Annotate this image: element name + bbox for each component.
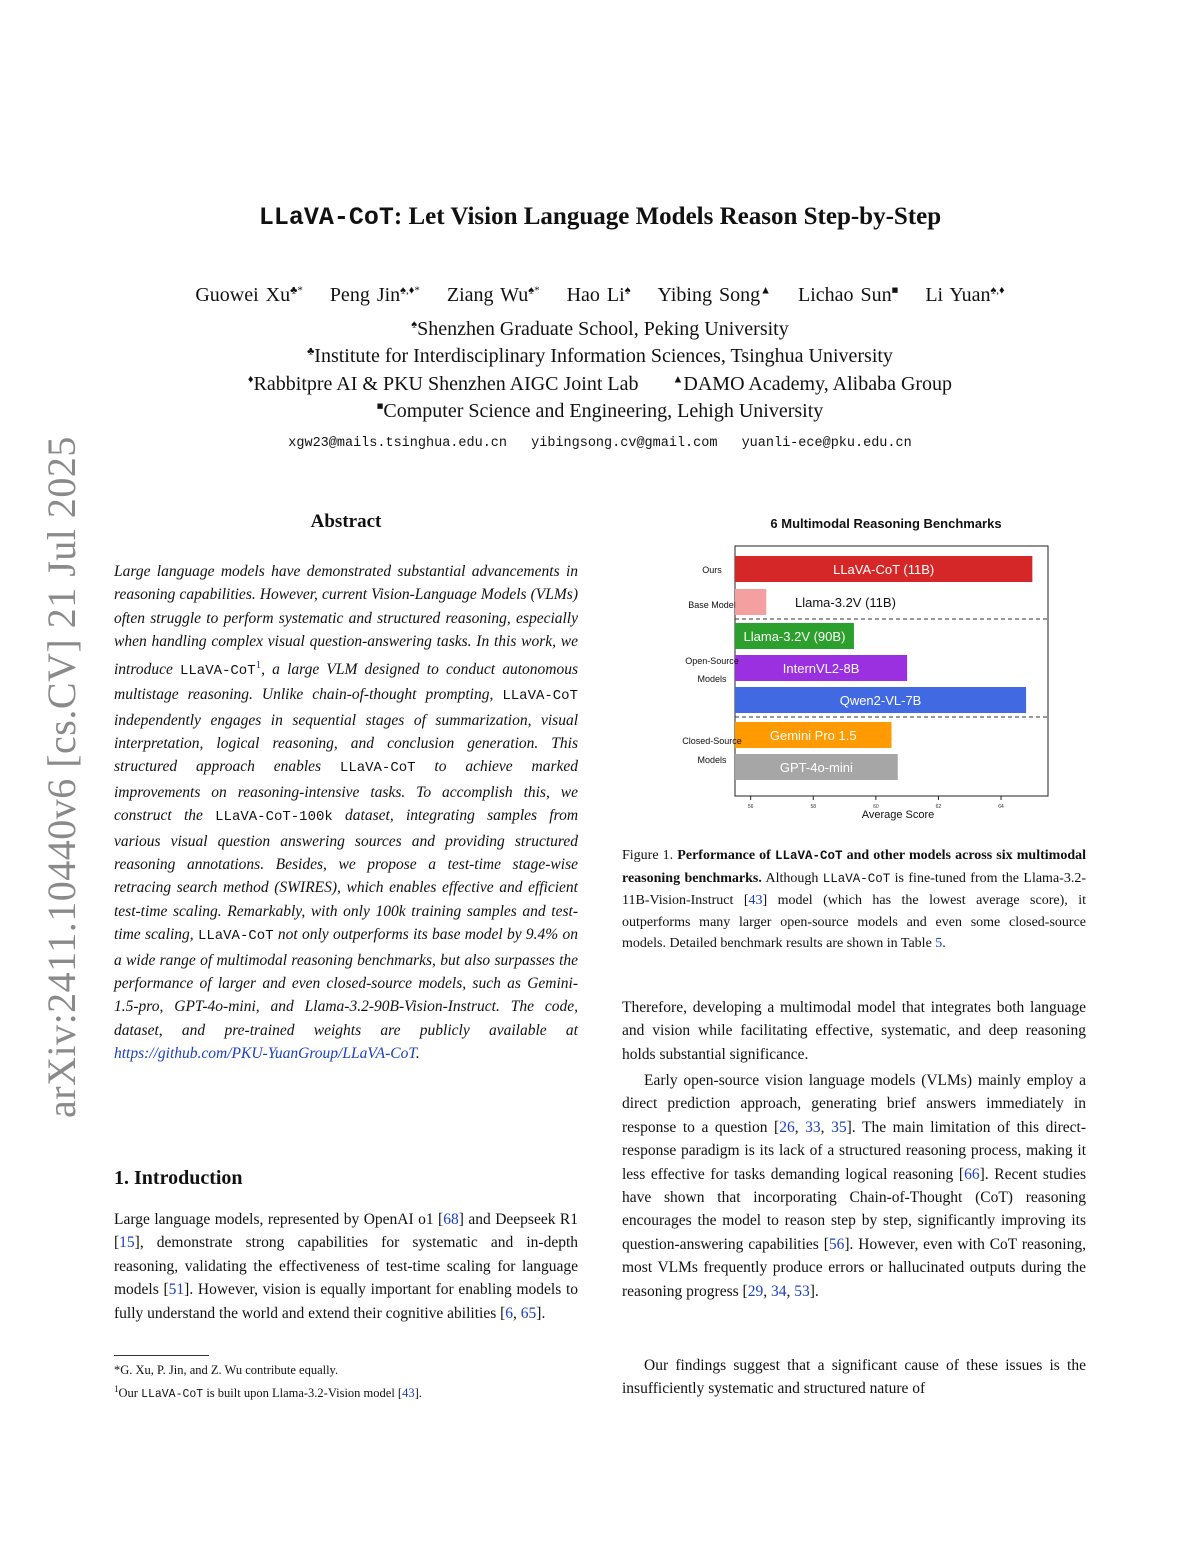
x-tick-label: 62 (935, 804, 942, 810)
chart-title: 6 Multimodal Reasoning Benchmarks (770, 516, 1002, 531)
affiliation-mark: ■ (376, 400, 384, 413)
model-name: LLaVA-CoT (339, 760, 416, 777)
body-paragraph (622, 1069, 1086, 1303)
abstract-text: dataset, integrating samples from various visual question answering sources and providing structured reasoning annotations. Besides, we propose a test-time stage-wise retracing search method (SWIRES), which enables effective and efficient test-time scaling. Remarkably, with only 100k training samples and test-time scaling, (114, 807, 579, 944)
caption-text: and other models across six multimodal reasoning benchmarks. (622, 848, 1086, 886)
dataset-name: LLaVA-CoT-100k (215, 809, 333, 826)
caption-text: is fine-tuned from the Llama-3.2-11B-Vision-Instruct [ (622, 870, 1086, 908)
intro-text: ]. However, vision is equally important for enabling models to fully understand the world and extend their cognitive abilities [ (114, 1281, 579, 1322)
caption-text: . (942, 936, 946, 951)
author-mark: ♠,♦* (400, 284, 420, 297)
author-mark: ♠* (528, 284, 540, 297)
group-label: Closed-Source (682, 736, 742, 746)
author (447, 284, 540, 306)
affiliation-line (0, 373, 1200, 396)
author (798, 284, 898, 306)
body-paragraph: Therefore, developing a multimodal model that integrates both language and vision while facilitating effective, systematic, and deep reasoning holds substantial significance. (622, 999, 1086, 1063)
citation-link[interactable]: 53 (794, 1282, 810, 1300)
author-name: Lichao Sun (798, 284, 892, 306)
author (567, 284, 631, 306)
citation-link[interactable]: 6 (505, 1304, 514, 1322)
bar-label: Llama-3.2V (90B) (743, 629, 846, 644)
intro-text: , (513, 1304, 521, 1322)
model-name: LLaVA-CoT (180, 662, 256, 679)
author-name: Guowei Xu (195, 284, 291, 306)
citation-link[interactable]: 56 (828, 1235, 845, 1253)
author-mark: ♣* (290, 284, 303, 297)
citation-link[interactable]: 29 (747, 1282, 764, 1300)
author-list (0, 284, 1200, 307)
author (330, 284, 420, 306)
paper-title (0, 203, 1200, 232)
citation-link[interactable]: 65 (520, 1304, 537, 1322)
citation-link[interactable]: 33 (805, 1118, 821, 1136)
body-text: ]. (809, 1282, 819, 1300)
bar-label: Llama-3.2V (11B) (795, 595, 896, 610)
body-text: , (786, 1282, 795, 1300)
author-mark: ■ (891, 284, 899, 297)
author-mark: ♠ (624, 284, 631, 297)
body-paragraph: Our findings suggest that a significant cause of these issues is the insufficiently systematic and structured nature of (622, 1357, 1086, 1398)
footnote-ref[interactable]: 1 (255, 658, 262, 671)
bar-label: InternVL2-8B (782, 661, 860, 676)
body-text: , (763, 1282, 771, 1300)
author-name: Hao Li (566, 284, 625, 306)
affiliation-text: Computer Science and Engineering, Lehigh University (383, 400, 824, 422)
model-name: LLaVA-CoT (774, 849, 843, 863)
abstract-text: , a large VLM designed to conduct autonomous multistage reasoning. Unlike chain-of-thought prompting, (114, 660, 578, 704)
group-label: Ours (702, 565, 722, 575)
model-name: LLaVA-CoT (822, 871, 891, 886)
intro-text: ], demonstrate strong capabilities for systematic and in-depth reasoning, validating the effectiveness of test-time scaling for language models [ (114, 1234, 578, 1299)
body-text: ]. However, even with CoT reasoning, most VLMs frequently produce errors or hallucinated outputs during the reasoning progress [ (622, 1235, 1086, 1300)
benchmark-bar-chart (640, 510, 1060, 828)
abstract-text: not only outperforms its base model by 9.4% on a wide range of multimodal reasoning benchmarks, but also surpasses the performance of larger and even closed-source models, such as Gemini-1.5-pro, GPT-4o-mini, and Llama-3.2-90B-Vision-Instruct. The code, dataset, and pre-trained weights are publicly available at (114, 926, 578, 1039)
arxiv-identifier: arXiv:2411.10440v6 [cs.CV] 21 Jul 2025 (39, 436, 84, 1118)
footnote-text: is built upon Llama-3.2-Vision model [ (203, 1386, 403, 1401)
affiliation-mark: ♣ (307, 345, 315, 358)
citation-link[interactable]: 26 (779, 1118, 795, 1136)
author-mark: ▲ (760, 284, 771, 297)
author-name: Yibing Song (657, 284, 761, 306)
citation-link[interactable]: 66 (964, 1165, 980, 1183)
title-text: : Let Vision Language Models Reason Step-by-Step (393, 203, 942, 230)
author-name: Peng Jin (329, 284, 401, 306)
bar-label: Qwen2-VL-7B (839, 693, 922, 708)
abstract-text: independently engages in sequential stages of summarization, visual interpretation, logical reasoning, and conclusion generation. This structured approach enables (114, 711, 578, 776)
abstract-text: to achieve marked improvements on reasoning-intensive tasks. To accomplish this, we construct the (114, 758, 578, 825)
citation-link[interactable]: 34 (770, 1282, 787, 1300)
intro-text: Large language models, represented by OpenAI o1 [ (114, 1211, 444, 1228)
table-ref-link[interactable]: 5 (935, 936, 943, 951)
group-label: Base Model (688, 600, 736, 610)
affiliation-text: Institute for Interdisciplinary Information Sciences, Tsinghua University (314, 345, 893, 367)
footnote-divider (114, 1355, 209, 1356)
figure-label: Figure 1. (622, 848, 678, 863)
abstract-heading: Abstract (310, 511, 382, 532)
citation-link[interactable]: 51 (168, 1281, 185, 1299)
author (658, 284, 771, 306)
email-link[interactable]: yuanli-ece@pku.edu.cn (741, 436, 912, 451)
x-tick-label: 60 (873, 804, 879, 810)
bar-label: LLaVA-CoT (11B) (833, 562, 935, 577)
chart-bar (735, 589, 766, 615)
abstract-text: Large language models have demonstrated substantial advancements in reasoning capabilities. However, current Vision-Language Models (VLMs) often struggle to perform systematic and structured reasoning, especially when handling complex visual question-answering tasks. In this work, we introduce (114, 563, 578, 678)
affiliation-text: Shenzhen Graduate School, Peking University (417, 318, 789, 340)
section-heading-introduction: 1. Introduction (114, 1167, 243, 1189)
bar-label: Gemini Pro 1.5 (769, 728, 857, 743)
caption-text: Although (761, 870, 823, 886)
email-list (0, 436, 1200, 451)
group-label: Models (697, 755, 727, 765)
footnote-base-model (114, 1381, 578, 1403)
affiliation-text: Rabbitpre AI & PKU Shenzhen AIGC Joint Lab (253, 373, 639, 395)
intro-paragraph (114, 1208, 578, 1325)
author-mark: ♠,♦ (990, 284, 1005, 297)
citation-link[interactable]: 15 (119, 1234, 135, 1252)
affiliation (0, 400, 1200, 423)
author-name: Ziang Wu (446, 284, 529, 306)
affiliation-mark: ♦ (247, 373, 254, 386)
footnote-mark: 1 (114, 1384, 119, 1394)
affiliation-mark: ▲ (672, 373, 684, 386)
author (195, 284, 302, 306)
intro-text: ] and Deepseek R1 [ (114, 1211, 579, 1252)
abstract-text: . (415, 1045, 420, 1063)
affiliation-text: DAMO Academy, Alibaba Group (683, 373, 953, 395)
x-tick-label: 58 (810, 804, 817, 810)
figure-caption (622, 845, 1086, 955)
caption-text: ] model (which has the lowest average score), it outperforms many larger open-source models and even some closed-source models. Detailed benchmark results are shown in Table (622, 893, 1086, 951)
github-link[interactable]: https://github.com/PKU-YuanGroup/LLaVA-CoT (114, 1045, 416, 1063)
bar-label: GPT-4o-mini (779, 760, 853, 775)
affiliation (0, 345, 1200, 368)
footnote-equal-contribution: *G. Xu, P. Jin, and Z. Wu contribute equally. (114, 1363, 339, 1377)
affiliation-mark: ♠ (411, 318, 418, 331)
email-link[interactable]: xgw23@mails.tsinghua.edu.cn (288, 436, 508, 451)
footnote-text: ]. (414, 1386, 422, 1401)
abstract-body (114, 560, 578, 1066)
group-label: Open-Source (685, 656, 739, 666)
author-name: Li Yuan (925, 284, 991, 306)
model-name: LLaVA-CoT (197, 928, 274, 945)
x-tick-label: 56 (747, 804, 754, 810)
citation-link[interactable]: 43 (748, 893, 763, 908)
model-name: LLaVA-CoT (502, 688, 578, 705)
body-text: ]. The main limitation of this direct-response paradigm is its lack of a structured reasoning process, making it less effective for tasks demanding logical reasoning [ (622, 1118, 1087, 1183)
body-text: , (794, 1118, 806, 1136)
body-text: Early open-source vision language models (VLMs) mainly employ a direct prediction approach, generating brief answers immediately in response to a question [ (622, 1072, 1086, 1136)
author (925, 284, 1004, 306)
citation-link[interactable]: 43 (402, 1386, 415, 1401)
intro-text: ]. (536, 1304, 546, 1322)
citation-link[interactable]: 68 (443, 1211, 459, 1228)
footnote-text: Our (118, 1386, 142, 1401)
model-name: LLaVA-CoT (141, 1388, 204, 1402)
x-tick-label: 64 (998, 804, 1004, 810)
email-link[interactable]: yibingsong.cv@gmail.com (531, 436, 718, 451)
citation-link[interactable]: 35 (831, 1118, 847, 1136)
x-axis-label: Average Score (861, 809, 935, 821)
body-text: ]. Recent studies have shown that incorporating Chain-of-Thought (CoT) reasoning encourages the model to reason step by step, significantly improving its question-answering capabilities [ (622, 1165, 1086, 1253)
body-text: , (820, 1118, 832, 1136)
caption-text: Performance of (677, 848, 775, 863)
group-label: Models (697, 674, 727, 684)
title-model-name: LLaVA-CoT (258, 203, 394, 232)
affiliation (0, 318, 1200, 341)
